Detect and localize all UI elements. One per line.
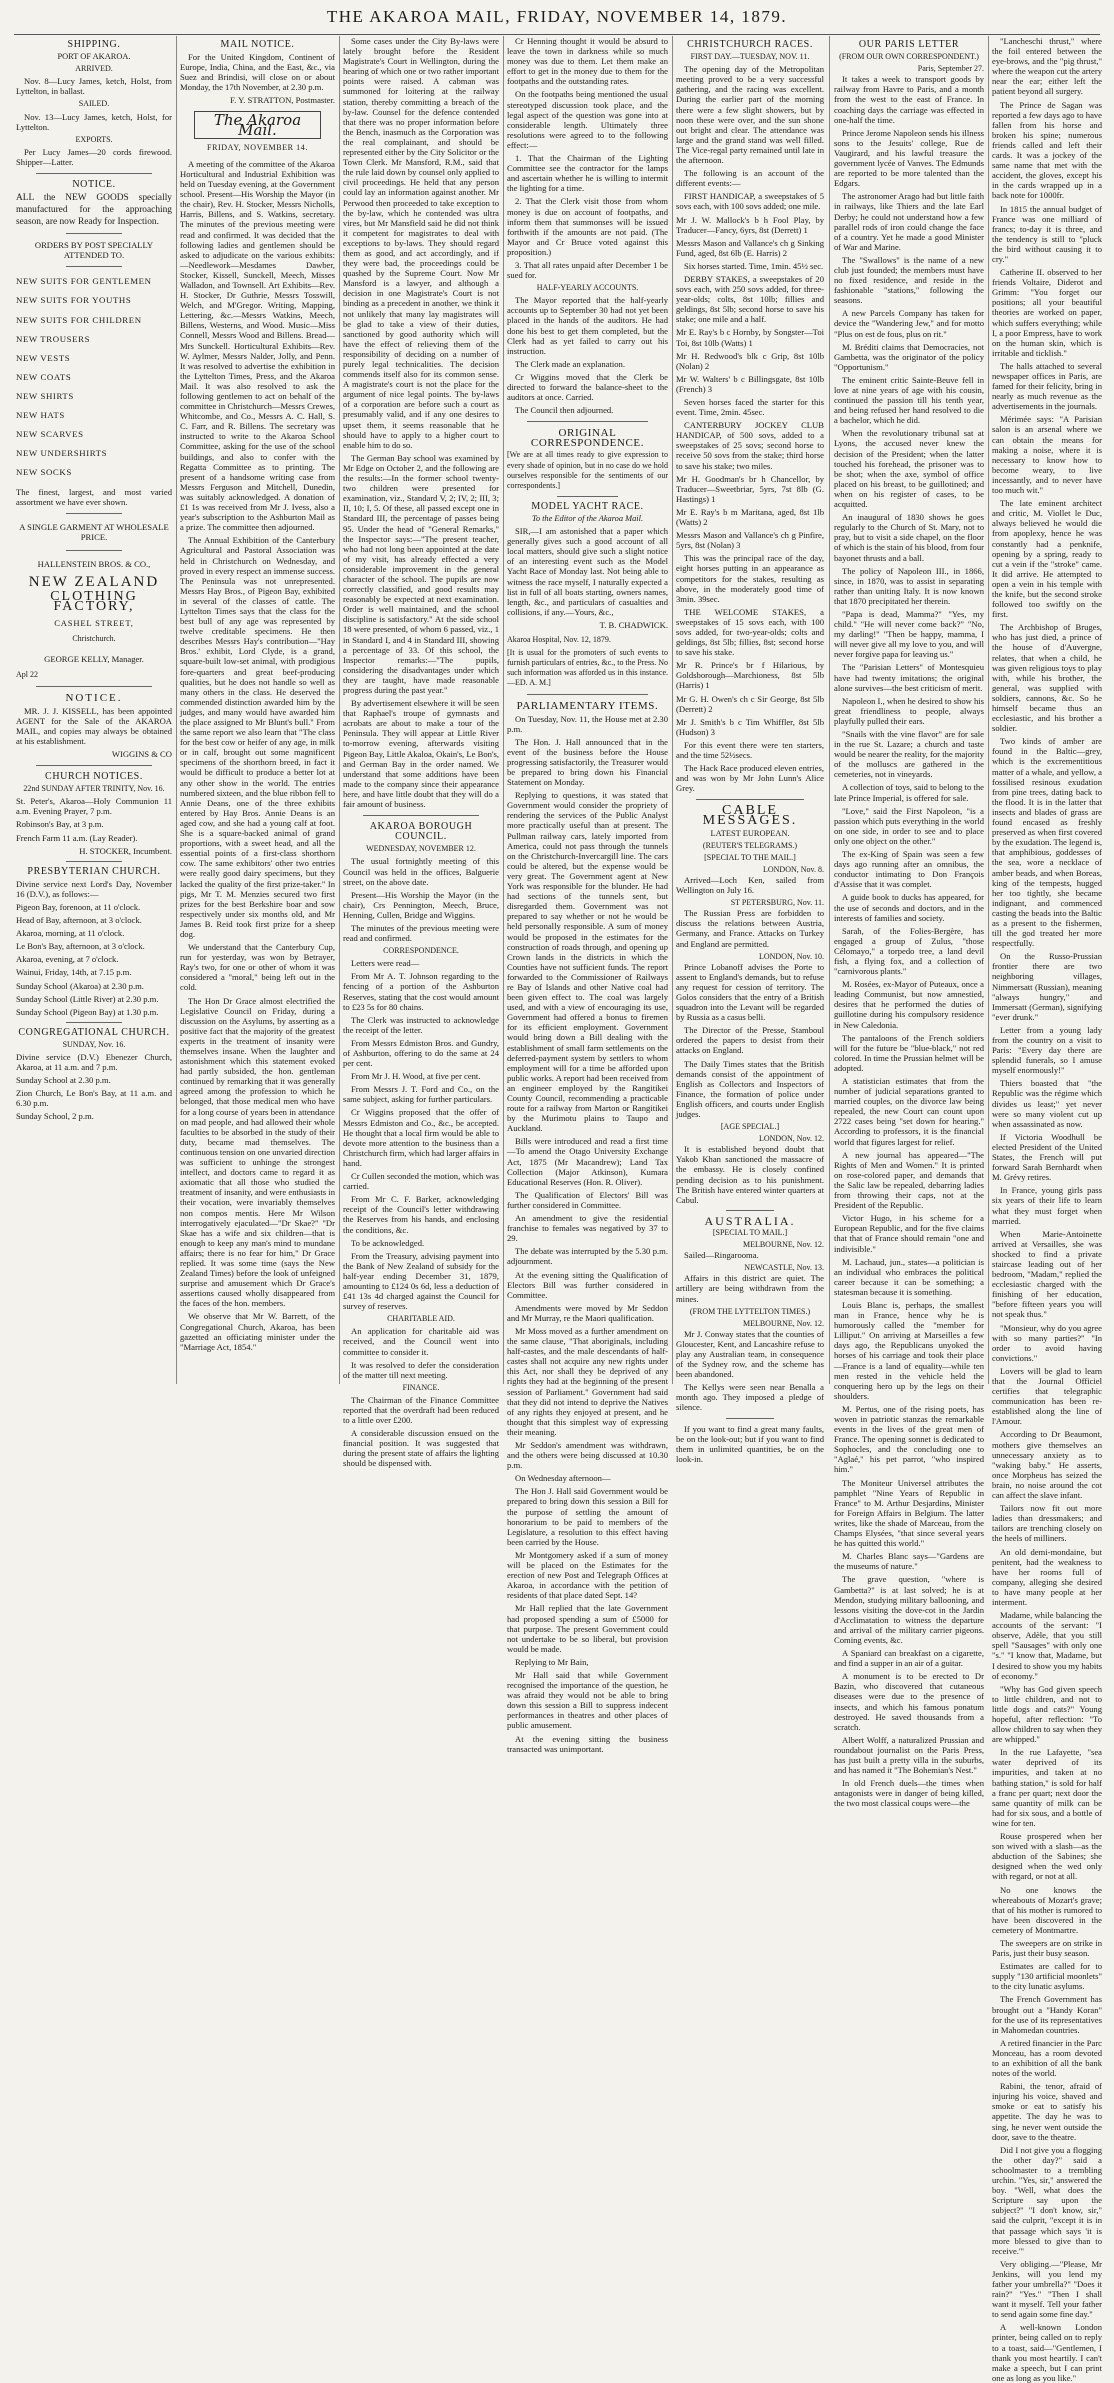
council-paragraph: On the footpaths being mentioned the usual stereotyped discussion took place, and the legal aspect of the question was gone into at considerable length. Ultimately three resolutions were agreed to to the following effect:— [507,89,668,150]
paris-paragraph: According to Dr Beaumont, mothers give themselves an unnecessary anxiety as to "waking baby." He asserts, once Morpheus has seized the brain, no noise around the cot can affect the slave infant. [992,1429,1102,1501]
races-paragraph: Six horses started. Time, 1min. 45½ sec. [684,260,824,271]
section-label: FINANCE. [402,1382,440,1392]
article-paragraph: By advertisement elsewhere it will be seen that Raphael's troupe of gymnasts and acrobats are about to make a tour of the Peninsula. They will appear at Little River to-morrow evening, afterwards visiting Pigeon Bay, Little Akaloa, Okain's, Le Bon's, and German Bay in the order named. We understand that some additions have been made to the company since their appearance here, and have little doubt that they will do a fair amount of business. [343,698,499,810]
article-paragraph: The Hon Dr Grace almost electrified the Legislative Council on Friday, during a discussion on the Asylums, by asserting as a positive fact that the majority of the greatest experts in the treatment of insanity were themselves insane. When the laughter and astonishment which this statement evoked had partly subsided, the hon. gentleman continued by remarking that it was generally agreed among the profession to which he belonged, that those medical men who have for a long course of years been in attendance on mad people, and had allowed their whole faculties to be absorbed in the study of their duty, became mad themselves. The continuous tension on one unvaried direction was sufficient to unhinge the strongest intellect, and doctors came to regard it as axiomatic that all those who studied the treatment of insanity, and were enthusiasts in their vocation, were invariably themselves non compos mentis. Here Mr Wilson interrogatively ejaculated—"Dr Skae?" "Dr Skae has a wife and six children—that is enough to keep any man's mind to mundane affairs; there is no fear for him," Dr Grace replied. It was some time (says the New Zealand Times) before the look of unfeigned surprise and amusement which Dr Grace's assertions caused wholly disappeared from the faces of the hon. members. [180,995,335,1309]
dateline: LONDON, Nov. 8. [762,864,824,874]
source-label: [SPECIAL TO THE MAIL.] [704,852,796,862]
item-list-entry: NEW SUITS FOR YOUTHS [16,295,132,306]
notice-heading: NOTICE. [72,179,116,191]
council-paragraph: The Clerk made an explanation. [515,358,626,369]
race-result: Mr H. Redwood's blk c Grip, 8st 10lb (Nolan) 2 [676,350,824,371]
presbyterian-heading: PRESBYTERIAN CHURCH. [27,865,161,877]
races-heading: CHRISTCHURCH RACES. [687,39,813,50]
parliament-paragraph: On Wednesday afternoon— [515,1473,611,1484]
item-list-entry: NEW SOCKS [16,467,72,478]
firm-name: HALLENSTEIN BROS. & CO., [37,558,151,569]
dateline: MELBOURNE, Nov. 12. [742,1240,824,1250]
paris-paragraph: The pantaloons of the French soldiers will for the future be "blue-black," not red colored. In time the Prussian helmet will be adopted. [834,1032,984,1073]
council-paragraph: Letters were read— [351,958,420,969]
cable-paragraph: The Director of the Presse, Stamboul ordered the papers to desist from their attacks on England. [676,1025,824,1056]
council-paragraph: Cr Wiggins proposed that the offer of Messrs Edmiston and Co., &c., be accepted. He thought that a local firm would be able to devote more attention to the business than a Christchurch firm, which had larger affairs in hand. [343,1107,499,1168]
parliament-paragraph: Amendments were moved by Mr Seddon and Mr Murray, re the Maori qualification. [507,1302,668,1323]
article-paragraph: We observe that Mr W. Barrett, of the Congregational Church, Akaroa, has been gazetted an officiating minister under the "Marriage Act, 1854." [180,1311,335,1352]
source-label: [SPECIAL TO MAIL.] [712,1227,788,1237]
paris-paragraph: A new Parcels Company has taken for device the "Wandering Jew," and for motto "Plus on est de fous, plus on rit." [834,308,984,339]
column-rule [672,36,673,1384]
letter-signature: T. B. CHADWICK. [599,619,668,630]
presbyterian-line: Akaroa, evening, at 7 o'clock. [16,954,119,965]
paris-paragraph: Louis Blanc is, perhaps, the smallest man in France, hence why he is humorously called the "member for Lilliput." On arriving at Marseilles a few days ago, the Republicans unyoked the horses of his carriage and took their place—France is a land of equality—while ten men rested in the vehicle held the conquering hero up by the legs on their shoulders. [834,1299,984,1401]
cable-paragraph: Mr J. Conway states that the counties of Gloucester, Kent, and Lancashire refuse to play any Australian team, in consequence of the Sydney row, and the scheme has been abandoned. [676,1328,824,1380]
race-result: Mr R. Prince's br f Hilarious, by Goldsborough—Marchioness, 8st 5lb (Harris) 1 [676,660,824,691]
divider [66,266,122,267]
street-name: CASHEL STREET, [54,618,134,629]
paris-paragraph: In the rue Lafayette, "sea water deprived of its impurities, and taken at no bathing station," is sold for half a franc per quart; next door the same quantity of milk can be had for six sous, and a bottle of wine for ten. [992,1747,1102,1828]
races-paragraph: DERBY STAKES, a sweepstakes of 20 sovs each, with 250 sovs added, for three-year-olds; colts, 8st 10lb; fillies and geldings, 8st 5lb; second horse to save his stake; one mile and a half. [676,273,824,325]
race-result: Mr G. H. Owen's ch c Sir George, 8st 5lb (Derrett) 2 [676,693,824,714]
church-line: Robinson's Bay, at 3 p.m. [16,819,104,830]
parliament-paragraph: The debate was interrupted by the 5.30 p.m. adjournment. [507,1246,668,1267]
council-paragraph: The minutes of the previous meeting were read and confirmed. [343,922,499,944]
paris-paragraph: Victor Hugo, in his scheme for a European Republic, and for the five claims that that of France should remain "one and indivisible." [834,1213,984,1254]
presbyterian-line: Sunday School (Akaroa) at 2.30 p.m. [16,980,144,991]
masthead-rule [14,34,1100,35]
item-list-entry: NEW UNDERSHIRTS [16,448,108,459]
paris-paragraph: Tailors now fit out more ladies than dressmakers; and tailors are trenching closely on the heels of milliners. [992,1503,1102,1544]
congregational-heading: CONGREGATIONAL CHURCH. [18,1026,170,1038]
cable-paragraph: The Kellys were seen near Benalla a month ago. They imposed a pledge of silence. [676,1382,824,1413]
paris-paragraph: Prince Jerome Napoleon sends his illness sons to the Jesuits' college, Rue de Vaugirard, and his lawful treasure the government lycée of Vanves. The Edmunds are reported to be more talented than the Edgars. [834,127,985,189]
paris-paragraph: A collection of toys, said to belong to the late Prince Imperial, is offered for sale. [834,782,984,803]
editor-reply: [It is usual for the promoters of such events to furnish particulars of entries, &c., to the Press. No such information was afforded us in this instance.—ED. A. M.] [507,648,668,688]
source-label: (FROM OUR OWN CORRESPONDENT.) [839,52,979,62]
races-paragraph: The following is an account of the different events:— [676,168,824,189]
paris-paragraph: "Monsieur, why do you agree with so many parties?" "In order to avoid having convictions." [992,1322,1102,1363]
column-5 [676,36,824,1464]
paris-paragraph: The halls attached to several newspaper offices in Paris, are famed for their felicity, bring in nearly as much revenue as the advertisements in the journals. [992,360,1102,412]
divider [36,765,152,766]
exports-entry: Per Lucy James—20 cords firewood. Shipper—Latter. [16,146,172,167]
paris-paragraph: The Archbishop of Bruges, who has just died, a prince of the house of d'Auvergne, relates, that when a child, he was given religious toys to play with, while his brother, the general, was supplied with soldiers, cannons, &c. So he himself became thus an ecclesiastic, and his brother a soldier. [992,622,1102,734]
paris-paragraph: Sarah, of the Folies-Bergère, has engaged a group of Zulus, "those Célomayo," a torpedo tree, a land devil fish, a flying fox, and a collection of "carnivorous plants." [834,925,984,977]
divider [66,1022,122,1023]
council-paragraph: A considerable discussion ensued on the financial position. It was suggested that during the present state of affairs the lighting should be dispensed with. [343,1428,499,1469]
council-paragraph: The Clerk was instructed to acknowledge the receipt of the letter. [343,1014,499,1035]
paris-paragraph: Albert Wolff, a naturalized Prussian and roundabout journalist on the Paris Press, has just built a pretty villa in the suburbs, and has named it "The Bohemian's Nest." [834,1734,984,1776]
correspondence-heading: ORIGINAL CORRESPONDENCE. [530,427,645,450]
article-paragraph: A meeting of the committee of the Akaroa Horticultural and Industrial Exhibition was held on Tuesday evening, at the Government school. Present—His Worship the Mayor (in the chair), Rev. H. Stocker, Messrs Nicholls, Harris, Billens, and S. Watkins, secretary. The minutes of the previous meeting were read and confirmed. It was decided that the following ladies and gentlemen should be asked to adjudicate on the various exhibits:—Needlework—Mesdames Dawber, Stocker, Kissell, Sunckell, Meech, Misses Walladon, and Townsell. Art Exhibits—Rev. H. Stocker, Dr Guthrie, Messrs Tosswill, Welch, and M'Gregor. Writing, Mapping, Lettering, &c.—Messrs Watkins, Meech, Billens, Westerns, and Wood. Music—Miss Connell, Messrs Wood and Billens. Bread—Mrs Sunckell. Horticultural Exhibits—Rev. W. Aylmer, Messrs Nalder, Jolly, and Penn. It was resolved to advertise the exhibition in the Lyttelton Times, Press, and the Akaroa Mail. It was also resolved to ask the following gentlemen to act on behalf of the committee in Christchurch—Messrs Crewes, Whitcombe, and Co., Messrs A. C. Hall, S. C. Farr, and R. Billens. The secretary was instructed to write to the Akaroa School Committee, asking for the use of the school buildings, and also to confer with the Regatta Committee as to printing. The present of a handsome writing case from Messrs Ferguson and Mitchell, Dunedin, was suitably acknowledged. A donation of £1 1s was received from Mr J. Ivess, also a year's subscription to the Ashburton Mail as a prize. The committee then adjourned. [180,158,335,533]
paris-paragraph: A monument is to be erected to Dr Bazin, who discovered that cutaneous diseases were due to the presence of insects, and which his famous ponatum destroyed. He saved thousands from a scratch. [834,1671,984,1732]
divider [726,1210,774,1211]
dateline: NEWCASTLE, Nov. 13. [744,1263,824,1273]
races-paragraph: CANTERBURY JOCKEY CLUB HANDICAP, of 500 sovs, added to a sweepstakes of 25 sovs; second horse to receive 50 sovs from the stake; third horse to save his stake; two miles. [676,420,824,471]
cable-paragraph: Arrived—Loch Ken, sailed from Wellington on July 16. [676,874,824,896]
paris-paragraph: Thiers boasted that "the Republic was the régime which divides us least;" yet never were so many violent cut up when assassinated as now. [992,1078,1102,1129]
paris-paragraph: A guide book to ducks has appeared, for the use of seconds and doctors, and in the interests of families and society. [834,892,984,923]
races-paragraph: THE WELCOME STAKES, a sweepstakes of 15 sovs each, with 100 sovs added, for two-year-olds; colts and geldings, 8st 5lb; fillies, 8st; second horse to save his stake. [676,606,824,658]
paris-paragraph: M. Pertus, one of the rising poets, has woven in patriotic stanzas the remarkable events in the lives of the great men of France. The opening sonnet is dedicated to Sophocles, and the concluding one to "Aglaé," his pet parrot, "who inspired him." [834,1403,984,1475]
council-paragraph: Cr Cullen seconded the motion, which was carried. [343,1171,499,1192]
paris-paragraph: Two kinds of amber are found in the Baltic—grey, which is the excrementitious matter of a whale, and yellow, a fossilised resinous exudation from pine trees, dating back to the flood. It is in the latter that insects and blades of grass are found encased as freshly preserved as when first covered by the exudation. The legend is, that amphibious, goddesses of the sea, wore a necklace of amber beads, and when Boreas, king of the tempests, hugged her too tightly, she became indignant, and commenced casting the beads into the Baltic as a present to the fishermen, till the god treated her more respectfully. [992,736,1102,949]
nz-heading: NEW ZEALAND [28,573,160,590]
races-paragraph: For this event there were ten starters, and the time 52½secs. [676,739,824,760]
congregational-line: Sunday School, 2 p.m. [16,1111,94,1122]
cable-paragraph: The Daily Times states that the British demands consist of the appointment of English as Collectors and Inspectors of Finance, the formation of police under English officers, and courts under English judges. [676,1058,824,1119]
cable-paragraph: Affairs in this district are quiet. The artillery are being withdrawn from the mines. [676,1273,824,1304]
source-label: (REUTER'S TELEGRAMS.) [702,840,798,850]
divider [363,815,479,816]
paris-paragraph: M. Lachaud, jun., states—a politician is an individual who embraces the political career because it can be something; a statesman because it is something. [834,1256,984,1297]
divider [66,550,122,551]
paris-paragraph: The ex-King of Spain was seen a few days ago running after an omnibus, the conductor intimating to Don François d'Assise that it was complet. [834,849,984,890]
masthead-logo: The Akaroa Mail. [194,111,321,139]
mail-notice-signature: F. Y. STRATTON, Postmaster. [230,95,335,106]
paris-paragraph: On the Russo-Prussian frontier there are two neighboring villages, Nimmersatt (Russian), meaning "always hungry," and Immersatt (German), signifying "ever drunk." [992,951,1102,1022]
cable-heading: CABLE MESSAGES. [702,803,798,829]
council-heading: AKAROA BOROUGH COUNCIL. [369,821,473,843]
paris-paragraph: M. Rosées, ex-Mayor of Puteaux, once a leading Communist, but now amnestied, desires that he performed the duties of guillotine during his compulsory residence in New Caledonia. [834,979,984,1030]
parliament-paragraph: Replying to questions, it was stated that Government would consider the propriety of rendering the services of the Public Analyst more practically useful than at present. The Pullman railway cars, lately imported from America, could not pass through the tunnels on the Christchurch-Invercargill line. The cars could be altered, but the expense would be very great. The Government agent at New York was responsible for the blunder. He had had sections of the tunnels sent, but disregarded them. Government was not prepared to say whether or not he would be held personally responsible. A sum of money would be proposed in the estimates for the construction of roads through, and opening up Crown lands in the districts in which the Counties have not sufficient funds. The report forwarded to the Commissioner of Railways re Bay of Islands and other Native coal had been given effect to. The coal was largely used, and with a view of encouraging its use, Government had offered a bonus to firemen for its efficient employment. Government would bring down a Bill dealing with the establishment of small farm settlements on the deferred-payment system by settlers to whom employment will for a time be afforded upon public works. A report had been received from an engineer employed by the Rangitikei County Council, recommending a practicable route for a railway from Marton or Rangitikei by the Murimotu plains to Taupo and Auckland. [507,790,668,1134]
letter-salutation: To the Editor of the Akaroa Mail. [531,513,644,523]
parliament-paragraph: At the evening sitting the business transacted was unimportant. [507,1733,668,1754]
divider [66,861,122,862]
cable-paragraph: Prince Lobanoff advises the Porte to assent to England's demands, but to refuse any request for cession of territory. The Golos considers that the entry of a British squadron into the Levant will be regarded by Russia as a casus belli. [676,961,824,1023]
source-label: (FROM THE LYTTELTON TIMES.) [689,1306,811,1316]
presbyterian-line: Sunday School (Pigeon Bay) at 1.30 p.m. [16,1006,159,1017]
parliament-paragraph: Mr Montgomery asked if a sum of money will be placed on the Estimates for the erection of new Post and Telegraph Offices at Akaroa, in accordance with the petition of residents of that place dated Sept. 14? [507,1549,668,1601]
section-label: HALF-YEARLY ACCOUNTS. [536,283,639,293]
paris-paragraph: Lovers will be glad to learn that the Journal Officiel certifies that telegraphic communication has been re-established along the line of l'Amour. [992,1365,1102,1427]
paris-paragraph: A Spaniard can breakfast on a cigarette, and find a supper in an air of a guitar. [834,1648,984,1669]
paris-paragraph: The policy of Napoleon III., in 1866, since, in 1870, was to assist in separating rather than uniting Italy. It is now known that 1870 precipitated her therein. [834,565,984,606]
congregational-line: Zion Church, Le Bon's Bay, at 11 a.m. and 6.30 p.m. [16,1088,172,1109]
council-paragraph: It was resolved to defer the consideration of the matter till next meeting. [343,1359,499,1380]
church-line: French Farm 11 a.m. (Lay Reader). [16,832,138,843]
race-result: Messrs Mason and Vallance's ch g Sinking Fund, aged, 8st 6lb (E. Harris) 2 [676,237,824,258]
race-result: Messrs Mason and Vallance's ch g Pinfire, 5yrs, 8st (Nolan) 3 [676,530,824,551]
city-name: Christchurch. [72,634,116,644]
council-paragraph: From the Treasury, advising payment into the Bank of New Zealand of subsidy for the half-year ending December 31, 1879, amounting to £124 0s 6d, less a deduction of £41 13s 4d charged against the Council for survey of reserves. [343,1250,499,1312]
paris-paragraph: It takes a week to transport goods by railway from Havre to Paris, and a month from the west to the east of France. In coaching days the carriage was effected in one-half the time. [834,74,984,125]
paris-paragraph: A retired financier in the Parc Monceau, has a room devoted to an exhibition of all the bank notes of the world. [992,2037,1102,2079]
paris-paragraph: Catherine II. observed to her friends Voltaire, Diderot and Grimm: "You forget our positions; all your beautiful theories are worked on paper, which suffers everything; while I, a poor Empress, have to work on the human skin, which is irritable and ticklish." [992,267,1102,358]
paris-paragraph: Napoleon I., when he desired to show his great friendliness to people, always playfully pulled their ears. [834,695,985,726]
council-paragraph: Cr Henning thought it would be absurd to leave the town in darkness while so much money was due to them. Let them make an effort to get in the money due to them for the footpaths and the outstanding rates. [507,36,668,87]
parliament-paragraph: Mr Moss moved as a further amendment on the same clause, "That aboriginals, including half-castes, and the male descendants of half-castes shall not acquire any new rights under this Act, nor shall they be deprived of any rights they had at the beginning of the present session of Parliament." Government had said that they did not intend to deprive the Natives of any rights they enjoyed at present, and he thought that this simplest way of expressing their meaning. [507,1325,668,1437]
divider [527,421,648,422]
agent-notice: MR. J. J. KISSELL, has been appointed AGENT for the Sale of the AKAROA MAIL, and copies may always be obtained at his establishment. [16,705,172,746]
port-heading: PORT OF AKAROA. [57,52,131,62]
paris-paragraph: "Why has God given speech to little children, and not to little dogs and cats?" Young hopeful, after reflection: "To allow children to say when they are whipped." [992,1683,1102,1745]
orders-notice: ORDERS BY POST SPECIALLY ATTENDED TO. [34,240,154,261]
paris-paragraph: The "Swallows" is the name of a new club just founded; the members must have no fixed residence, and reside in the fashionable "stations," following the seasons. [834,254,984,306]
paris-paragraph: Mérimée says: "A Parisian salon is an arsenal where we can obtain the means for making a noise, where it is necessary to know how to become weary, to live incessantly, and to never have too much wit." [992,414,1102,496]
presbyterian-line: Head of Bay, afternoon, at 3 o'clock. [16,915,142,926]
paris-paragraph: Letter from a young lady from the country on a visit to Paris: "Every day there are splendid funerals, so I amuse myself enormously!" [992,1024,1102,1076]
paris-paragraph: A new journal has appeared—"The Rights of Men and Women." It is printed on rose-colored paper, and demands that the Salic law be repealed, debarring ladies from throwing their caps, not at the President of the Republic. [834,1149,984,1211]
council-paragraph: Present—His Worship the Mayor (in the chair), Crs Pennington, Meech, Bruce, Henning, Cullen, Bridge and Wiggins. [343,889,499,920]
paris-paragraph: "Papa is dead, Mamma?" "Yes, my child." "He will never come back?" "No, my darling!" "Then be happy, mamma, I will never give all my love to you, and will never forgive papa for leaving us." [834,608,984,660]
paris-paragraph: "Snails with the vine flavor" are for sale in the rue St. Lazare; a church and taste would be nearer the reality, for the majority of the molluscs are gathered in the cemeteries, not in vineyards. [834,729,984,780]
item-list-entry: NEW HATS [16,409,65,420]
divider [36,173,152,174]
paris-paragraph: Did I not give you a flogging the other day?" said a schoolmaster to a trembling urchin. "Yes, sir," answered the boy. "Well, what does the Scripture say upon the subject?" "I don't know, sir," said the culprit, "except it is in that passage which says 'it is more blessed to give than to receive.'" [992,2144,1102,2256]
paris-paragraph: The grave question, "where is Gambetta?" is at last solved; he is at Mendon, studying military ballooning, and lessons visiting the dove-cot in the Jardin d'Acclimatation to witness the departure and arrival of the military carrier pigeons. Coming events, &c. [834,1574,984,1645]
presbyterian-line: Wainui, Friday, 14th, at 7.15 p.m. [16,967,132,978]
congregational-line: Divine service (D.V.) Ebenezer Church, Akaroa, at 11 a.m. and 7 p.m. [16,1052,172,1073]
race-result: Mr J. W. Mallock's b h Fool Play, by Traducer—Fancy, 6yrs, 8st (Derrett) 1 [676,214,824,235]
mail-notice-text: For the United Kingdom, Continent of Europe, India, China, and the East, &c., via Suez and Brindisi, will close on or about Monday, the 17th November, at 2.30 p.m. [180,52,335,93]
church-subheading: 22nd SUNDAY AFTER TRINITY, Nov. 16. [23,784,165,794]
new-goods-ad: ALL the NEW GOODS specially manufactured for the approaching season, are now Ready for Inspection. [16,193,172,228]
council-paragraph: Cr Wiggins moved that the Clerk be directed to forward the balance-sheet to the auditors at once. Carried. [507,371,668,403]
council-paragraph: The Council then adjourned. [515,405,614,416]
paris-paragraph: Madame, while balancing the accounts of the servant: "I observe, Adèle, that you still spell "Sausages" with only one "s." "I know that, Madame, but I desired to show you my habits of economy." [992,1610,1102,1681]
wholesale-notice: A SINGLE GARMENT AT WHOLESALE PRICE. [19,521,169,542]
paris-paragraph: The eminent critic Sainte-Beuve fell in love at nine years of age with his cousin, continued the passion till his tenth year, and being refused her hand resolved to die a bachelor, which he did. [834,374,984,426]
paris-paragraph: In 1815 the annual budget of France was one milliard of francs; to-day it is three, and the tendency is still to "pluck the bird without causing it to cry." [992,203,1102,264]
council-paragraph: 3. That all rates unpaid after December 1 be sued for. [507,259,668,281]
dateline: ST PETERSBURG, Nov. 11. [730,898,824,908]
council-paragraph: From Mr J. H. Wood, at five per cent. [351,1071,481,1082]
dateline: MELBOURNE, Nov. 12. [742,1318,824,1328]
church-heading: CHURCH NOTICES. [45,771,143,783]
parliament-paragraph: Mr Hall replied that the late Government had proposed spending a sum of £5000 for that purpose. The present Government could not undertake to be so liberal, but provision would be made. [507,1603,668,1654]
paris-paragraph: Rabini, the tenor, afraid of injuring his voice, shaved and smoke or eat to satisfy his appetite. The day he was to sing, he never went outside the door, save to the theatre. [992,2081,1102,2142]
paris-paragraph: In France, young girls pass six years of their life to learn what they must forget when married. [992,1185,1102,1226]
divider [66,233,122,234]
column-2 [180,36,335,1384]
race-result: Mr J. Smith's b c Tim Whiffler, 8st 5lb (Hudson) 3 [676,716,824,737]
presbyterian-line: Sunday School (Little River) at 2.30 p.m. [16,993,159,1004]
sailed-label: SAILED. [78,99,110,109]
paris-paragraph: When the revolutionary tribunal sat at Lyons, the accused never knew the decision of the President; when the latter touched his forehead, the prisoner was to be shot; when the axe, symbol of office placed on his breast, to be guillotined; and when on his register of cases, to be acquitted. [834,428,984,510]
arrival-entry: Nov. 8—Lucy James, ketch, Holst, from Lyttelton, in ballast. [16,76,172,97]
item-list-entry: NEW SUITS FOR CHILDREN [16,314,142,325]
race-result: Mr H. Goodman's br h Chancellor, by Traducer—Sweetbriar, 5yrs, 7st 8lb (G. Hastings) 1 [676,473,824,504]
divider [696,799,804,800]
council-paragraph: The usual fortnightly meeting of this Council was held in the offices, Balguerie street, on the above date. [343,856,499,887]
presbyterian-line: Akaroa, morning, at 11 o'clock. [16,928,125,939]
article-paragraph: The Annual Exhibition of the Canterbury Agricultural and Pastoral Association was held in Christchurch on Wednesday, and proved in every respect an immense success. The Peninsula was not unrepresented. Messrs Hay Bros., of Pigeon Bay, exhibited in several of the classes of cattle. The Lyttelton Times says that the class for the best bull of any age was represented by twelve creditable specimens. He then describes Messrs Hay's contribution—"Hay Bros.' exhibit, Lord Clyde, is a grand, square-built low-set animal, with prodigious fore-quarters and great beef-producing qualities, but he does not handle so well as many others in the class. He deserved the commended distinction awarded him by the judges, and many would have awarded him the place assigned to Mr Blunt's bull." From the same report we also learn that "The class for the best cow or heifer of any age, in milk or in calf, brought out some magnificent specimens of the shorthorn breed, in fact it would be difficult to produce a better lot at any other show in the world. The entries numbered sixteen, and the blue ribbon fell to Annie Deans, one of the three exhibits entered by Hay Bros. Annie Deans is an aged cow, and she had a young calf at foot. She is a square-backed animal of grand proportions, with a sweet head, and all the essential points of a first-class shorthorn cow. The same exhibitors' other two entries were really good dairy specimens, but they lacked the quality of the first prize-taker." In pigs, Mr T. M. Menzies secured two first prizes for the best Berkshire boar and sow respectively under six months old, and Mr James B. Reid took first prize for a sheep dog. [180,535,335,939]
item-list-entry: NEW TROUSERS [16,333,91,344]
factory-heading: CLOTHING FACTORY, [50,588,138,614]
item-list-entry: NEW VESTS [16,352,71,363]
column-rule [829,36,830,1384]
council-paragraph: To be acknowledged. [351,1237,425,1248]
column-rule [176,36,177,1384]
paris-paragraph: The late eminent architect and critic, M. Viollet le Duc, always believed he would die from apoplexy, hence he was constantly had a penknife, opening by a spring, ready to cut a vein if the "stroke" came. It did arrive. He attempted to open a vein in his temple with the knife, but the second stroke followed too swiftly on the first. [992,498,1102,620]
divider [66,513,122,514]
article-paragraph: Some cases under the City By-laws were lately brought before the Resident Magistrate's Court in Wellington, during the hearing of which one or two rather important points were raised. A cabman was summoned for loitering at the railway station, thereby committing a breach of the by-law. Counsel for the defence contended that there was no proper information before the Bench, inasmuch as the Corporation was the real complainant, and should be represented either by the City Solicitor or the Town Clerk. Mr Mansford, R.M., said that the rule laid down by counsel only applied to civil proceedings. He held that any person could lay an information against another. Mr Perwood then proceeded to take exception to the by-law, which he contended was ultra vires, but Mr Mansfield said he did not think it competent for magistrates to deal with exceptions to by-laws. They should regard them as good, and act accordingly, and if they were bad, the proceedings could be quashed by the Supreme Court. Now Mr Mansford is a lawyer, and although a decision in one Magistrate's Court is not binding as a precedent in another, we think it not unlikely that many lay magistrates will be glad to take a view of their duties, sanctioned by good authority which will have the effect of relieving them of the responsibility of deciding on a number of purely legal technicalities. The decision commends itself also for its common sense. A magistrate's court is not the place for the argument of nice legal points. The by-laws of a corporation are before such a court as presumably valid, and if any one desires to upset them, it seems reasonable that he should have to apply to a higher court to enable him to do so. [343,36,499,450]
notice-signature: WIGGINS & CO [111,748,172,759]
races-paragraph: This was the principal race of the day, eight horses putting in an appearance as competitors for the stakes, resulting as above, in the moderately good time of 3min. 39sec. [676,553,824,604]
paris-paragraph: Very obliging.—"Please, Mr Jenkins, will you lend my father your umbrella?" "Does it rain?" "Yes." "Then I shall want it myself. Tell your father to send again some fine day." [992,2258,1102,2320]
race-result: Mr W. Walters' b c Billingsgate, 8st 10lb (French) 3 [676,373,824,394]
section-label: CHARITABLE AID. [387,1314,455,1324]
congregational-line: Sunday School at 2.30 p.m. [16,1075,111,1086]
cable-paragraph: It is established beyond doubt that Yakob Khan sanctioned the massacre of the embassy. He is closely confined pending decision as to his punishment. The British have entered winter quarters at Cabul. [676,1144,824,1205]
church-line: St. Peter's, Akaroa—Holy Communion 11 a.m. Evening Prayer, 7 p.m. [16,796,172,817]
letter-place: Akaroa Hospital, Nov. 12, 1879. [507,634,611,644]
assortment-text: The finest, largest, and most varied assortment we have ever shown. [16,487,172,508]
council-paragraph: 2. That the Clerk visit those from whom money is due on account of footpaths, and inform them that summonses will be issued forthwith if the amounts are not paid. (The Mayor and Cr Bruce voted against this proposition.) [507,196,668,257]
paris-paragraph: M. Bréditi claims that Democracies, not Gambetta, was the originator of the policy "Opportunism." [834,341,984,372]
mail-notice-heading: MAIL NOTICE. [220,39,295,50]
presbyterian-line: Divine service next Lord's Day, November 16 (D.V.), as follows:— [16,878,172,899]
item-list-entry: NEW SCARVES [16,429,84,440]
presbyterian-line: Pigeon Bay, forenoon, at 11 o'clock. [16,901,141,912]
race-result: Mr E. Ray's b m Maritana, aged, 8st 1lb (Watts) 2 [676,506,824,528]
exports-label: EXPORTS. [75,134,113,144]
races-paragraph: FIRST HANDICAP, a sweepstakes of 5 sovs each, with 100 sovs added; one mile. [676,191,824,212]
council-paragraph: From Mr C. F. Barker, acknowledging receipt of the Council's letter withdrawing the Reserves from his hands, and enclosing the conditions, &c. [343,1194,499,1235]
paris-paragraph: If Victoria Woodhull be elected President of the United States, the French will put forward Sarah Bernhardt when M. Grévy retires. [992,1131,1102,1183]
column-rule [503,36,504,1384]
paris-paragraph: When Marie-Antoinette arrived at Versailles, she was shocked to find a private staircase leading out of her bedroom, "Madam," replied the ecclesiastic charged with the finishing of her education, "before fifteen years you will not speak thus." [992,1228,1102,1320]
parliament-paragraph: The Qualification of Electors' Bill was further considered in Committee. [507,1189,668,1210]
council-paragraph: 1. That the Chairman of the Lighting Committee see the contractor for the lamps and ascertain whether he is willing to intermit the lighting for a time. [507,153,668,194]
arrived-label: ARRIVED. [75,64,113,74]
yacht-race-heading: MODEL YACHT RACE. [531,500,644,512]
parliament-paragraph: The Hon J. Hall said Government would be prepared to bring down this session a Bill for the purpose of settling the amount of honorarium to be paid to members of the Legislature, a resolution to this effect having been carried by the House. [507,1486,668,1547]
paris-paragraph: The sweepers are on strike in Paris, just their busy season. [992,1937,1102,1959]
column-1 [16,36,172,1384]
paris-letter-heading: OUR PARIS LETTER [858,39,960,50]
australia-heading: AUSTRALIA. [704,1213,796,1228]
divider [557,496,618,497]
parliament-paragraph: Bills were introduced and read a first time—To amend the Otago University Exchange Act, 1875 (Mr Macandrew); Land Tax Collection (Major Atkinson), Kumara Educational Reserves (Hon. R. Oliver). [507,1136,668,1187]
paris-paragraph: An old demi-mondaine, but penitent, had the weakness to have her rooms full of company, alleging she desired to have many people at her interment. [992,1546,1102,1607]
masthead: THE AKAROA MAIL, FRIDAY, NOVEMBER 14, 1879. [326,7,788,26]
congregational-subheading: SUNDAY, Nov. 16. [62,1039,126,1049]
divider [726,1418,774,1419]
paris-paragraph: The French Government has brought out a "Handy Koran" for the use of its representatives in Mahomedan countries. [992,1994,1102,2035]
divider [527,694,648,695]
parliament-paragraph: The Hon. J. Hall announced that in the event of the business before the House progressing satisfactorily, the Treasurer would be prepared to bring down his Financial Statement on Monday. [507,736,668,788]
paris-paragraph: The "Parisian Letters" of Montesquieu have had twenty imitations; the original alone survives—the best criticism of merit. [834,662,984,693]
paris-paragraph: An inaugural of 1830 shows he goes regularly to the Church of St. Mary, not to pray, but to visit a side chapel, on the floor of which is the stain of his blood, from four bayonet thrusts and a ball. [834,512,984,563]
paris-paragraph: In old French duels—the times when antagonists were in danger of being killed, the two most classical coups were—the [834,1778,984,1809]
letter-body: SIR,—I am astonished that a paper which generally gives such a good account of all local matters, should give such a slight notice of an interesting event such as the Model Yacht Race of Monday last. Not being able to witness the race myself, I naturally expected a list in full of all boats starting, owners names, length, &c., and particulars of casualties and collisions, if any.—Yours, &c., [507,526,668,617]
paris-paragraph: A statistician estimates that from the number of judicial separations granted to married couples, on the divorce law being repealed, the new Court can count upon 2722 cases being "set down for hearing." According to professors, it is the financial world that figures largest for relief. [834,1076,984,1147]
races-paragraph: Seven horses faced the starter for this event. Time, 2min. 45sec. [676,397,824,418]
paris-paragraph: M. Charles Blanc says—"Gardens are the museums of nature." [834,1551,984,1572]
item-list-entry: NEW COATS [16,371,72,382]
manager-name: GEORGE KELLY, Manager. [44,654,144,665]
church-signature: H. STOCKER, Incumbent. [79,845,172,856]
column-7 [992,36,1102,2383]
council-paragraph: From Mr A. T. Johnson regarding to the fencing of a portion of the Ashburton Reserves, stating that the cost would amount to £23 5s for 80 chains. [343,971,499,1012]
council-paragraph: From Messrs J. T. Ford and Co., on the same subject, asking for further particulars. [343,1084,499,1105]
race-result: Mr E. Ray's b c Hornby, by Songster—Toi Toi, 8st 10lb (Watts) 1 [676,327,824,348]
paris-paragraph: No one knows the whereabouts of Mozart's grave; that of his mother is rumored to have been discovered in the cemetery of Montmartre. [992,1884,1102,1935]
races-day: FIRST DAY.—TUESDAY, NOV. 11. [690,52,810,62]
parliament-paragraph: An amendment to give the residential franchise to females was negatived by 37 to 29. [507,1213,668,1244]
section-label: CORRESPONDENCE. [383,946,459,956]
dateline: Paris, September 27. [917,64,984,74]
item-list-entry: NEW SUITS FOR GENTLEMEN [16,276,152,287]
column-4 [507,36,668,1754]
paris-paragraph: "Love," said the First Napoleon, "is a passion which puts everything in the world on one side, in order to see and to place only one object on the other." [834,805,984,846]
races-paragraph: The opening day of the Metropolitan meeting proved to be a very successful gathering, and the racing was excellent. During the earlier part of the morning there were a few slight showers, but by noon these were over, and the sun shone out bright and clear. The attendance was large and the grand stand was well filled. The Vice-regal party remained until late in the afternoon. [676,64,824,166]
editorial-note: [We are at all times ready to give expression to every shade of opinion, but in no case do we hold ourselves responsible for the sentiments of our correspondents.] [507,450,668,490]
parliament-paragraph: At the evening sitting the Qualification of Electors Bill was further considered in Committee. [507,1269,668,1300]
parliament-paragraph: Replying to Mr Bain, [515,1656,589,1667]
cable-paragraph: Sailed—Ringarooma. [684,1250,759,1261]
council-paragraph: From Messrs Edmiston Bros. and Gundry, of Ashburton, offering to do the same at 24 per cent. [343,1037,499,1069]
column-3 [343,36,499,1469]
column-6 [834,36,985,1809]
presbyterian-line: Le Bon's Bay, afternoon, at 3 o'clock. [16,941,145,952]
source-label: [AGE SPECIAL.] [720,1122,780,1132]
council-paragraph: An application for charitable aid was received, and the Council went into committee to consider it. [343,1326,499,1357]
date-code: Apl 22 [16,670,38,680]
column-rule [988,36,989,1384]
paris-paragraph: The Moniteur Universel attributes the pamphlet "Nine Years of Republic in France" to M. Arthur Desjardins, Minister for Foreign Affairs in Belgium. The latter writes, like the shade of Marceau, from the Champs Elysées, "that since several years he has quitted this world." [834,1477,984,1549]
paris-paragraph: The astronomer Arago had but little faith in railways, like Thiers and the late Earl Derby; he could not understand how a few parallel rods of iron could change the face of a country. Yet he made a good Minister of War and Marine. [834,191,984,252]
races-paragraph: The Hack Race produced eleven entries, and was won by Mr John Lunn's Alice Grey. [676,763,824,794]
sailing-entry: Nov. 13—Lucy James, ketch, Holst, for Lyttelton. [16,111,172,132]
parliament-paragraph: Mr Seddon's amendment was withdrawn, and the others were being discussed at 10.30 p.m. [507,1440,668,1471]
column-rule [339,36,340,1384]
cable-paragraph: The Russian Press are forbidden to discuss the relations between Austria, Germany, and France. Attacks on Turkey and England are permitted. [676,908,824,949]
parliament-paragraph: Mr Hall said that while Government recognised the importance of the question, he was afraid they would not be able to bring down this session a Bill to suppress indecent performances in theatres and other places of public amusement. [507,1669,668,1731]
paris-paragraph: "Lancheschi thrust," where the foil entered between the eye-brows, and the "pig thrust," where the weapon cut the artery near the ear; either left the patient beyond all surgery. [992,36,1102,97]
dateline: LONDON, Nov. 12. [758,1134,824,1144]
notice-heading: NOTICE. [65,692,123,705]
paris-paragraph: Estimates are called for to supply "130 artificial moonlets" to the city lunatic asylums. [992,1961,1102,1992]
issue-date: FRIDAY, NOVEMBER 14. [207,142,308,152]
council-date: WEDNESDAY, NOVEMBER 12. [366,844,476,854]
parliamentary-heading: PARLIAMENTARY ITEMS. [516,700,659,713]
council-paragraph: The Chairman of the Finance Committee reported that the overdraft had been reduced to a little over £200. [343,1394,499,1426]
article-paragraph: The German Bay school was examined by Mr Edge on October 2, and the following are the results:—In the former school twenty-two children were presented for examination, viz., Standard V, 2; IV, 2; III, 3; II, 10; I, 5. Of these, all passed except one in Standard III, the percentage of passes being 95. Under the head of "General Remarks," the Inspector says:—"The present teacher, who had not long been appointed at the date of my visit, has already effected a very considerable improvement in the general character of the school. The pupils are now correctly classified, and good results may reasonably be expected at next examination. Order is well maintained, and the school discipline is satisfactory." At the side school 18 were presented, of whom 6 passed, viz., 1 in Standard I, and 4 in Standard III, showing a percentage of 33. Of this school, the Inspector remarks:—"The pupils, considering the disadvantages under which they are taught, have made reasonable progress during the past year." [343,452,499,695]
parliament-paragraph: On Tuesday, Nov. 11, the House met at 2.30 p.m. [507,713,668,734]
european-heading: LATEST EUROPEAN. [710,828,790,838]
shipping-heading: SHIPPING. [67,39,121,50]
article-paragraph: We understand that the Canterbury Cup, run for yesterday, was won by Betrayer, Ray's two, for one or other of whom it was considered a "moral," being left out in the cold. [180,942,335,993]
council-paragraph: The Mayor reported that the half-yearly accounts up to September 30 had not yet been placed in the hands of the auditors. He had done his best to get them completed, but the Clerk had as yet failed to carry out his instruction. [507,295,668,356]
dateline: LONDON, Nov. 10. [758,951,824,961]
paris-paragraph: A well-known London printer, being called on to reply to a toast, said—"Gentlemen, I thank you most heartily. I can't make a speech, but I can print one as long as you like." [992,2322,1102,2383]
paris-paragraph: The Prince de Sagan was reported a few days ago to have fallen from his horse and broken his spine; numerous friends called and left their cards. It was a jockey of the same name that met with the accident, the gloves, except his in the cards wrapped up in a back note for 1000fr. [992,99,1102,201]
item-list-entry: NEW SHIRTS [16,390,74,401]
filler-paragraph: If you want to find a great many faults, be on the look-out; but if you want to find them in unlimited quantities, be on the look-in. [676,1423,824,1464]
divider [36,686,152,687]
paris-paragraph: Rouse prospered when her son wived with a slash—as the abduction of the Sabines; she designed when the wed only with regard, or not at all. [992,1831,1102,1882]
